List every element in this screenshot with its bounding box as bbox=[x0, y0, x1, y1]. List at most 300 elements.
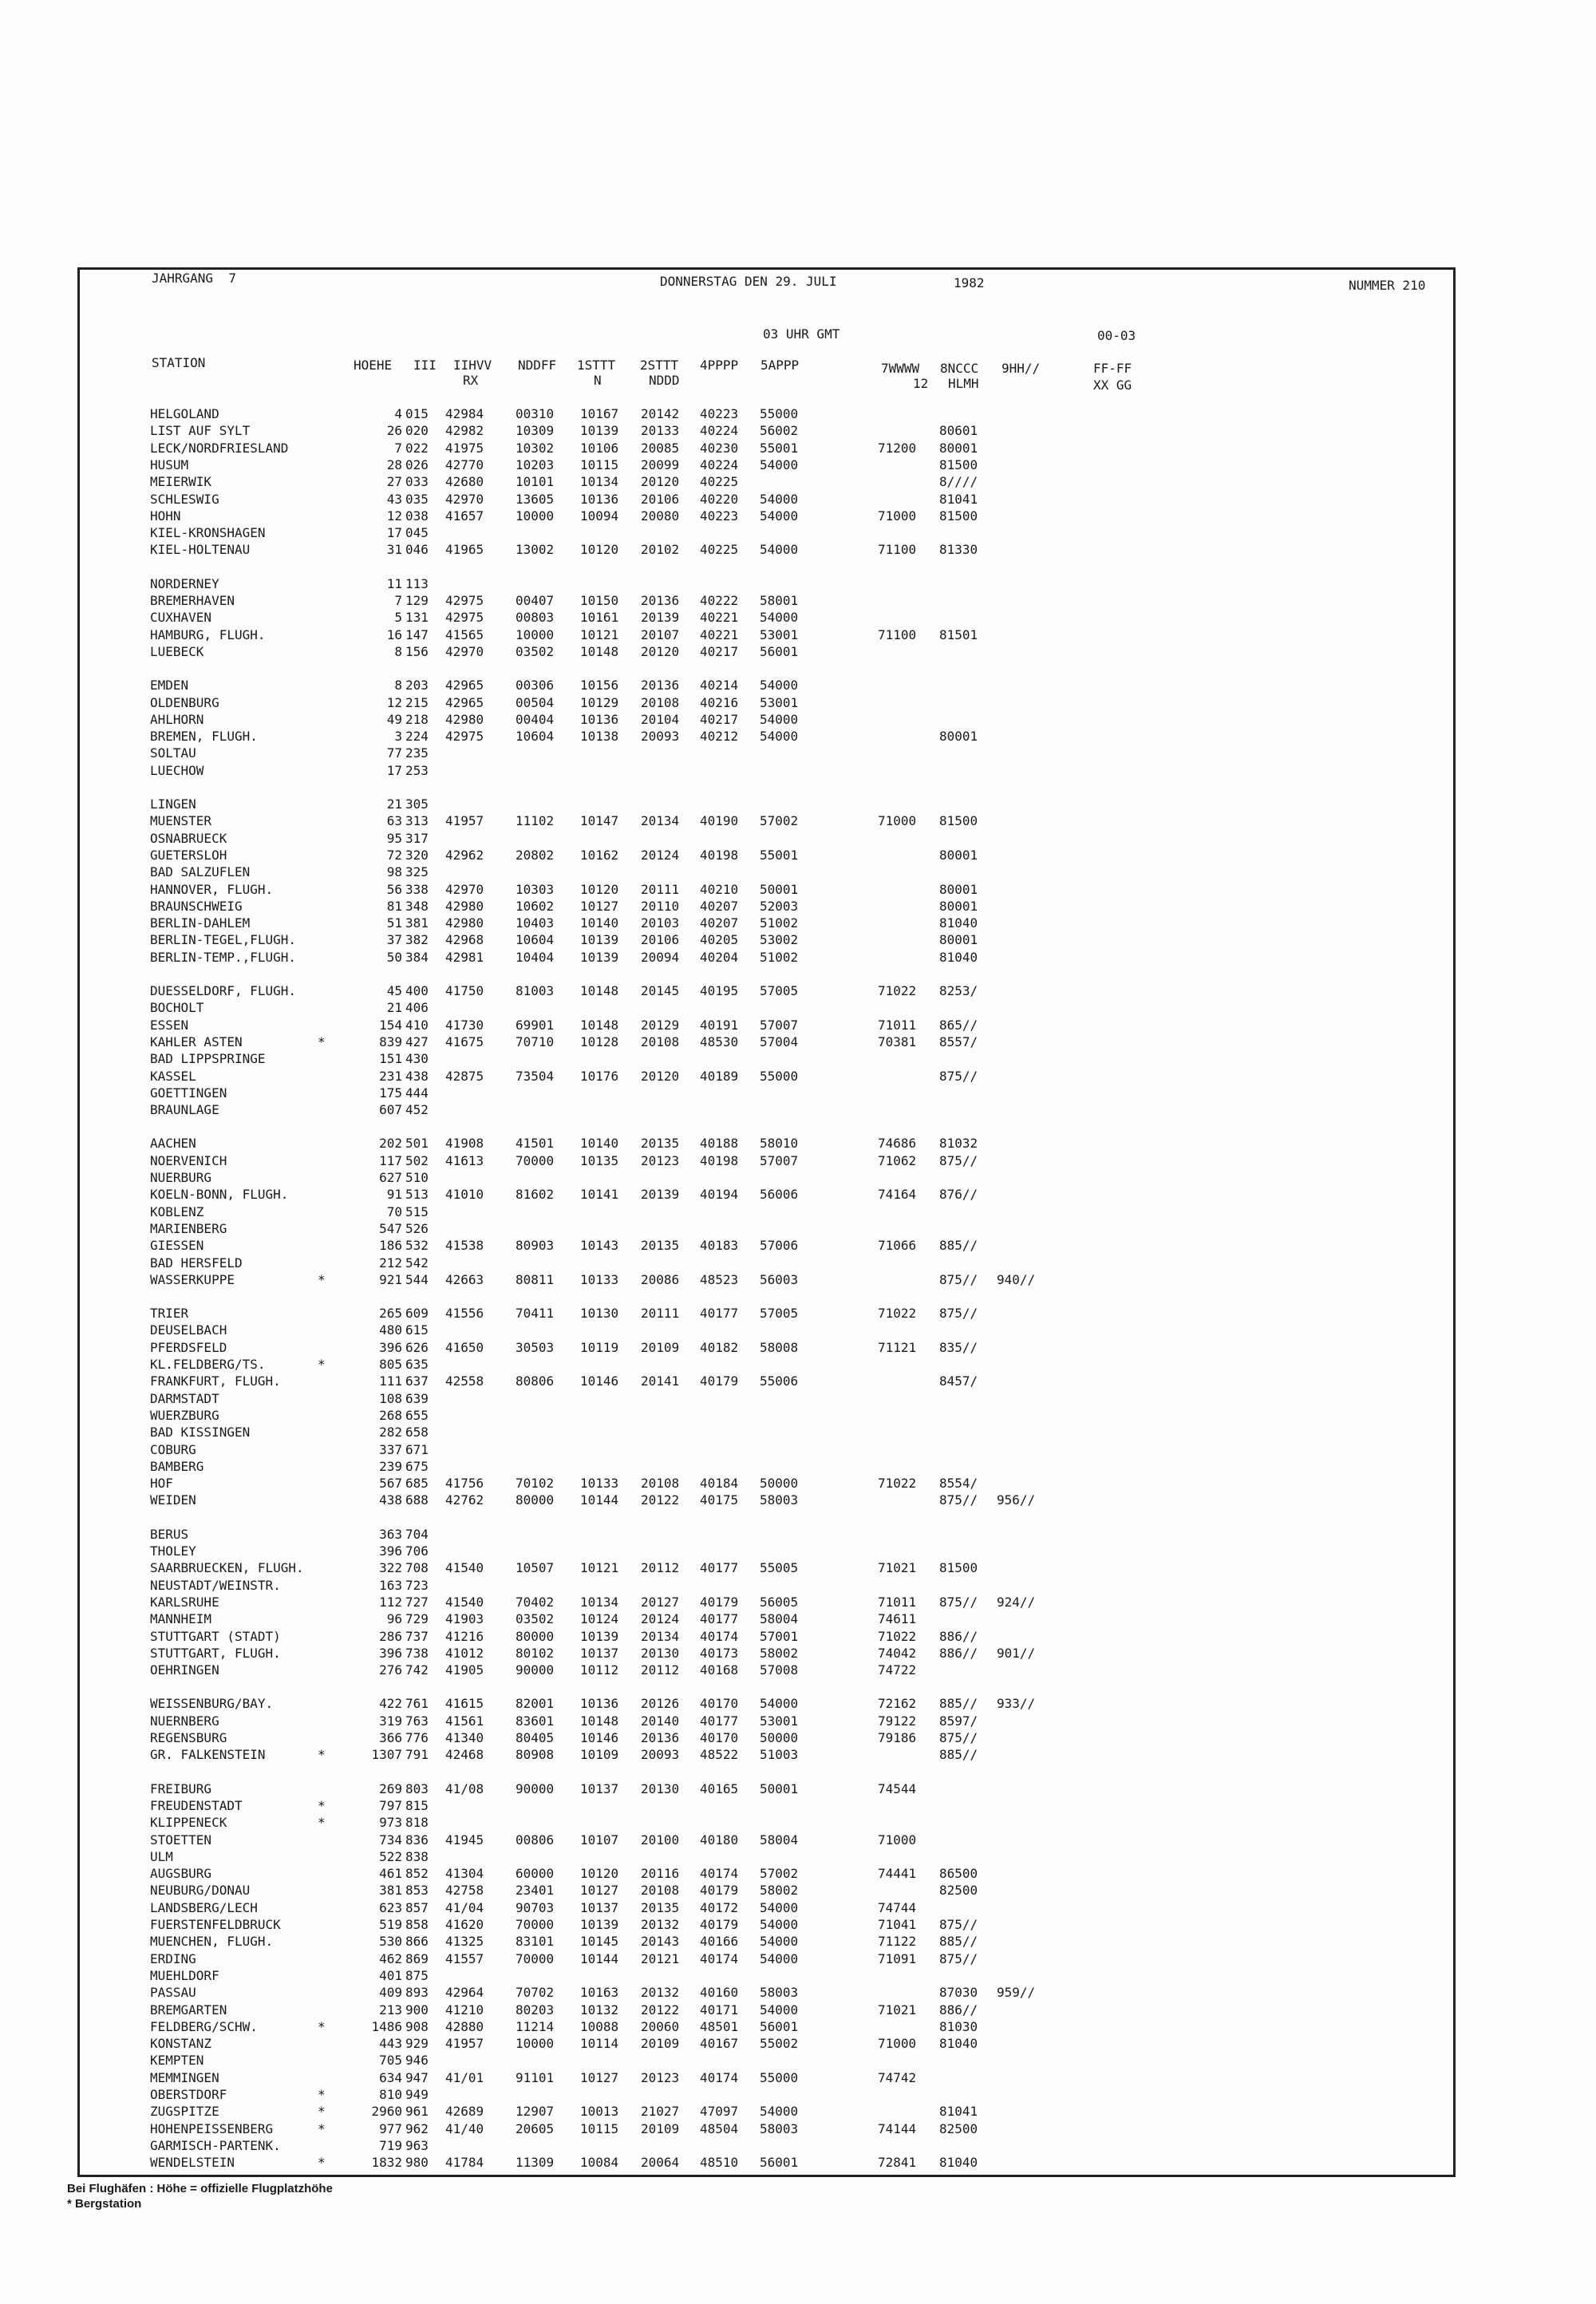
cell-nddff: 70411 bbox=[516, 1306, 555, 1322]
cell-n: 875// bbox=[939, 1594, 978, 1610]
cell-nddff: 83101 bbox=[516, 1934, 555, 1950]
cell-hoehe: 117 bbox=[379, 1152, 402, 1168]
cell-s5: 57008 bbox=[760, 1662, 799, 1678]
cell-s4: 40174 bbox=[700, 2069, 739, 2085]
cell-station: GARMISCH-PARTENK. bbox=[150, 2137, 281, 2153]
cell-station: AHLHORN bbox=[150, 711, 204, 727]
col-5appp: 5APPP bbox=[760, 358, 800, 373]
cell-station: SCHLESWIG bbox=[150, 491, 219, 507]
cell-hoehe: 111 bbox=[379, 1373, 402, 1389]
cell-ihvv: 42970 bbox=[445, 881, 484, 897]
cell-station: BERLIN-DAHLEM bbox=[150, 915, 251, 931]
cell-w: 71100 bbox=[878, 542, 917, 558]
cell-s4: 40217 bbox=[700, 643, 739, 659]
cell-s5: 54000 bbox=[760, 1899, 799, 1915]
cell-nddff: 00504 bbox=[516, 694, 555, 710]
cell-n: 875// bbox=[939, 1730, 978, 1745]
cell-station: NUERNBERG bbox=[150, 1713, 219, 1729]
cell-hoehe: 438 bbox=[379, 1492, 402, 1508]
cell-iii: 685 bbox=[405, 1476, 429, 1492]
cell-s1: 10176 bbox=[580, 1068, 619, 1084]
cell-n: 885// bbox=[939, 1934, 978, 1950]
cell-s4: 40212 bbox=[700, 729, 739, 745]
cell-ihvv: 42880 bbox=[445, 2018, 484, 2034]
cell-nddff: 11309 bbox=[516, 2155, 555, 2171]
footnote-airport: Bei Flughäfen : Höhe = offizielle Flugplatzhöhe bbox=[67, 2182, 333, 2195]
cell-iii: 962 bbox=[405, 2120, 429, 2136]
cell-hoehe: 607 bbox=[379, 1102, 402, 1118]
cell-hoehe: 12 bbox=[386, 694, 402, 710]
cell-ihvv: 41657 bbox=[445, 508, 484, 524]
cell-hoehe: 21 bbox=[386, 1000, 402, 1016]
cell-iii: 738 bbox=[405, 1645, 429, 1661]
cell-ihvv: 42975 bbox=[445, 729, 484, 745]
cell-ihvv: 42964 bbox=[445, 1985, 484, 2001]
cell-station: NUERBURG bbox=[150, 1170, 212, 1185]
cell-s2: 20133 bbox=[641, 423, 680, 439]
cell-iii: 502 bbox=[405, 1152, 429, 1168]
cell-s4: 40177 bbox=[700, 1611, 739, 1627]
cell-iii: 615 bbox=[405, 1322, 429, 1338]
cell-n: 81040 bbox=[939, 2036, 978, 2052]
cell-iii: 949 bbox=[405, 2087, 429, 2102]
cell-hoehe: 163 bbox=[379, 1577, 402, 1593]
cell-s4: 48523 bbox=[700, 1271, 739, 1287]
cell-s1: 10150 bbox=[580, 593, 619, 608]
cell-w: 71122 bbox=[878, 1934, 917, 1950]
cell-ihvv: 41561 bbox=[445, 1713, 484, 1729]
cell-s4: 40195 bbox=[700, 983, 739, 998]
col-4pppp: 4PPPP bbox=[700, 358, 739, 373]
issue-number: NUMMER 210 bbox=[1349, 278, 1426, 293]
cell-station: WUERZBURG bbox=[150, 1407, 219, 1423]
cell-s1: 10167 bbox=[580, 406, 619, 421]
cell-hoehe: 21 bbox=[386, 796, 402, 812]
cell-s5: 54000 bbox=[760, 1917, 799, 1932]
cell-hoehe: 70 bbox=[386, 1203, 402, 1219]
cell-station: PFERDSFELD bbox=[150, 1339, 227, 1355]
col-station: STATION bbox=[152, 355, 206, 370]
cell-hoehe: 805 bbox=[379, 1357, 402, 1372]
cell-s2: 20136 bbox=[641, 1730, 680, 1745]
cell-station: FRANKFURT, FLUGH. bbox=[150, 1373, 281, 1389]
cell-nddff: 00806 bbox=[516, 1832, 555, 1848]
cell-hoehe: 396 bbox=[379, 1339, 402, 1355]
cell-s2: 20132 bbox=[641, 1917, 680, 1932]
cell-station: BREMGARTEN bbox=[150, 2002, 227, 2017]
cell-hoehe: 56 bbox=[386, 881, 402, 897]
cell-mark: * bbox=[318, 2018, 326, 2034]
cell-iii: 626 bbox=[405, 1339, 429, 1355]
date-label: DONNERSTAG DEN 29. JULI bbox=[660, 274, 837, 289]
cell-station: GOETTINGEN bbox=[150, 1085, 227, 1101]
cell-s1: 10163 bbox=[580, 1985, 619, 2001]
cell-station: HUSUM bbox=[150, 456, 189, 472]
cell-hoehe: 3 bbox=[394, 729, 402, 745]
cell-hoehe: 51 bbox=[386, 915, 402, 931]
cell-iii: 706 bbox=[405, 1543, 429, 1559]
cell-station: STUTTGART (STADT) bbox=[150, 1628, 281, 1644]
cell-n: 81040 bbox=[939, 915, 978, 931]
cell-s1: 10119 bbox=[580, 1339, 619, 1355]
cell-ihvv: 41540 bbox=[445, 1560, 484, 1576]
cell-n: 81500 bbox=[939, 813, 978, 829]
cell-n: 81040 bbox=[939, 2155, 978, 2171]
cell-n: 80001 bbox=[939, 881, 978, 897]
cell-station: MEMMINGEN bbox=[150, 2069, 219, 2085]
cell-station: BREMERHAVEN bbox=[150, 593, 235, 608]
cell-station: OLDENBURG bbox=[150, 694, 219, 710]
cell-iii: 947 bbox=[405, 2069, 429, 2085]
cell-ihvv: 42970 bbox=[445, 643, 484, 659]
cell-s5: 57002 bbox=[760, 1866, 799, 1882]
cell-station: KASSEL bbox=[150, 1068, 196, 1084]
cell-ihvv: 42982 bbox=[445, 423, 484, 439]
cell-hoehe: 81 bbox=[386, 898, 402, 914]
cell-n: 81330 bbox=[939, 542, 978, 558]
cell-s5: 56001 bbox=[760, 2018, 799, 2034]
cell-s2: 20060 bbox=[641, 2018, 680, 2034]
cell-iii: 729 bbox=[405, 1611, 429, 1627]
cell-station: LUECHOW bbox=[150, 762, 204, 778]
cell-s2: 20121 bbox=[641, 1950, 680, 1966]
cell-ihvv: 42689 bbox=[445, 2104, 484, 2120]
cell-s1: 10148 bbox=[580, 983, 619, 998]
cell-s5: 56001 bbox=[760, 643, 799, 659]
cell-station: BAD SALZUFLEN bbox=[150, 864, 251, 880]
cell-nddff: 70000 bbox=[516, 1152, 555, 1168]
cell-s1: 10161 bbox=[580, 610, 619, 626]
cell-iii: 338 bbox=[405, 881, 429, 897]
cell-nddff: 00407 bbox=[516, 593, 555, 608]
cell-s1: 10127 bbox=[580, 1883, 619, 1899]
cell-s2: 20106 bbox=[641, 491, 680, 507]
cell-n: 87030 bbox=[939, 1985, 978, 2001]
cell-s5: 54000 bbox=[760, 610, 799, 626]
cell-ihvv: 41216 bbox=[445, 1628, 484, 1644]
cell-iii: 427 bbox=[405, 1033, 429, 1049]
cell-iii: 381 bbox=[405, 915, 429, 931]
cell-station: WENDELSTEIN bbox=[150, 2155, 235, 2171]
cell-s5: 50001 bbox=[760, 1780, 799, 1796]
cell-hoehe: 839 bbox=[379, 1033, 402, 1049]
cell-nddff: 70000 bbox=[516, 1950, 555, 1966]
cell-nddff: 10302 bbox=[516, 440, 555, 456]
cell-mark: * bbox=[318, 2104, 326, 2120]
cell-s2: 20135 bbox=[641, 1136, 680, 1152]
cell-nddff: 80908 bbox=[516, 1747, 555, 1763]
cell-s2: 20103 bbox=[641, 915, 680, 931]
cell-nddff: 11214 bbox=[516, 2018, 555, 2034]
cell-w: 74441 bbox=[878, 1866, 917, 1882]
cell-s4: 40204 bbox=[700, 949, 739, 965]
cell-iii: 737 bbox=[405, 1628, 429, 1644]
cell-n: 875// bbox=[939, 1950, 978, 1966]
cell-mark: * bbox=[318, 1357, 326, 1372]
cell-iii: 708 bbox=[405, 1560, 429, 1576]
cell-hoehe: 63 bbox=[386, 813, 402, 829]
cell-hoehe: 269 bbox=[379, 1780, 402, 1796]
cell-nddff: 12907 bbox=[516, 2104, 555, 2120]
cell-station: ULM bbox=[150, 1848, 173, 1864]
cell-w: 71021 bbox=[878, 2002, 917, 2017]
cell-hoehe: 17 bbox=[386, 762, 402, 778]
cell-nddff: 00404 bbox=[516, 711, 555, 727]
cell-s2: 20086 bbox=[641, 1271, 680, 1287]
jahrgang-label: JAHRGANG 7 bbox=[152, 271, 236, 286]
cell-ihvv: 42981 bbox=[445, 949, 484, 965]
cell-ihvv: 41540 bbox=[445, 1594, 484, 1610]
cell-s2: 20108 bbox=[641, 1033, 680, 1049]
cell-s4: 40179 bbox=[700, 1917, 739, 1932]
cell-iii: 320 bbox=[405, 847, 429, 863]
cell-station: EMDEN bbox=[150, 678, 189, 694]
cell-s2: 20109 bbox=[641, 1339, 680, 1355]
cell-n: 86500 bbox=[939, 1866, 978, 1882]
cell-s1: 10146 bbox=[580, 1373, 619, 1389]
cell-hoehe: 422 bbox=[379, 1696, 402, 1712]
cell-nddff: 73504 bbox=[516, 1068, 555, 1084]
cell-s4: 47097 bbox=[700, 2104, 739, 2120]
col-ff-sub: XX GG bbox=[1093, 377, 1132, 393]
cell-station: KIEL-KRONSHAGEN bbox=[150, 525, 266, 541]
cell-n: 835// bbox=[939, 1339, 978, 1355]
cell-ihvv: 41750 bbox=[445, 983, 484, 998]
cell-s5: 55000 bbox=[760, 406, 799, 421]
cell-s1: 10107 bbox=[580, 1832, 619, 1848]
cell-nddff: 10303 bbox=[516, 881, 555, 897]
cell-s5: 53001 bbox=[760, 626, 799, 642]
cell-s5: 51002 bbox=[760, 915, 799, 931]
cell-s4: 40170 bbox=[700, 1730, 739, 1745]
cell-station: MANNHEIM bbox=[150, 1611, 212, 1627]
cell-nddff: 11102 bbox=[516, 813, 555, 829]
cell-ihvv: 42970 bbox=[445, 491, 484, 507]
cell-s4: 40224 bbox=[700, 456, 739, 472]
cell-iii: 635 bbox=[405, 1357, 429, 1372]
cell-s5: 54000 bbox=[760, 2104, 799, 2120]
cell-station: FELDBERG/SCHW. bbox=[150, 2018, 258, 2034]
cell-s5: 54000 bbox=[760, 542, 799, 558]
cell-station: REGENSBURG bbox=[150, 1730, 227, 1745]
cell-s1: 10148 bbox=[580, 1017, 619, 1033]
cell-s2: 20135 bbox=[641, 1899, 680, 1915]
cell-station: CUXHAVEN bbox=[150, 610, 212, 626]
cell-w: 74042 bbox=[878, 1645, 917, 1661]
cell-w: 71022 bbox=[878, 1306, 917, 1322]
cell-nddff: 10602 bbox=[516, 898, 555, 914]
cell-s5: 55006 bbox=[760, 1373, 799, 1389]
cell-s1: 10135 bbox=[580, 1152, 619, 1168]
cell-ihvv: 41210 bbox=[445, 2002, 484, 2017]
cell-station: SOLTAU bbox=[150, 745, 196, 761]
cell-s4: 40225 bbox=[700, 474, 739, 490]
cell-station: BOCHOLT bbox=[150, 1000, 204, 1016]
cell-s2: 20123 bbox=[641, 2069, 680, 2085]
cell-g: 901// bbox=[997, 1645, 1036, 1661]
cell-n: 80001 bbox=[939, 847, 978, 863]
cell-s5: 54000 bbox=[760, 491, 799, 507]
cell-iii: 035 bbox=[405, 491, 429, 507]
cell-iii: 444 bbox=[405, 1085, 429, 1101]
cell-n: 8457/ bbox=[939, 1373, 978, 1389]
cell-n: 81501 bbox=[939, 626, 978, 642]
cell-nddff: 80102 bbox=[516, 1645, 555, 1661]
cell-iii: 156 bbox=[405, 643, 429, 659]
cell-iii: 532 bbox=[405, 1238, 429, 1254]
cell-nddff: 80000 bbox=[516, 1492, 555, 1508]
cell-iii: 723 bbox=[405, 1577, 429, 1593]
cell-w: 71066 bbox=[878, 1238, 917, 1254]
cell-n: 80001 bbox=[939, 898, 978, 914]
cell-s2: 20104 bbox=[641, 711, 680, 727]
cell-station: WEIDEN bbox=[150, 1492, 196, 1508]
cell-nddff: 41501 bbox=[516, 1136, 555, 1152]
cell-s5: 54000 bbox=[760, 1950, 799, 1966]
cell-s1: 10139 bbox=[580, 1628, 619, 1644]
cell-s2: 20120 bbox=[641, 474, 680, 490]
cell-ihvv: 41620 bbox=[445, 1917, 484, 1932]
cell-hoehe: 705 bbox=[379, 2053, 402, 2069]
cell-s2: 20116 bbox=[641, 1866, 680, 1882]
cell-ihvv: 41565 bbox=[445, 626, 484, 642]
cell-hoehe: 401 bbox=[379, 1967, 402, 1983]
cell-iii: 313 bbox=[405, 813, 429, 829]
cell-s4: 40179 bbox=[700, 1594, 739, 1610]
cell-hoehe: 522 bbox=[379, 1848, 402, 1864]
cell-s1: 10144 bbox=[580, 1950, 619, 1966]
cell-hoehe: 212 bbox=[379, 1255, 402, 1271]
cell-ihvv: 41012 bbox=[445, 1645, 484, 1661]
cell-hoehe: 480 bbox=[379, 1322, 402, 1338]
cell-station: DEUSELBACH bbox=[150, 1322, 227, 1338]
cell-w: 74686 bbox=[878, 1136, 917, 1152]
cell-s2: 20130 bbox=[641, 1645, 680, 1661]
cell-nddff: 90703 bbox=[516, 1899, 555, 1915]
cell-n: 82500 bbox=[939, 2120, 978, 2136]
cell-station: BAD LIPPSPRINGE bbox=[150, 1051, 266, 1067]
cell-s2: 20126 bbox=[641, 1696, 680, 1712]
cell-iii: 382 bbox=[405, 932, 429, 948]
cell-s2: 20111 bbox=[641, 881, 680, 897]
cell-s1: 10140 bbox=[580, 1136, 619, 1152]
cell-station: COBURG bbox=[150, 1441, 196, 1457]
cell-iii: 655 bbox=[405, 1407, 429, 1423]
cell-s4: 40188 bbox=[700, 1136, 739, 1152]
cell-hoehe: 547 bbox=[379, 1220, 402, 1236]
cell-s4: 40175 bbox=[700, 1492, 739, 1508]
cell-s2: 20142 bbox=[641, 406, 680, 421]
cell-hoehe: 37 bbox=[386, 932, 402, 948]
cell-hoehe: 77 bbox=[386, 745, 402, 761]
cell-s5: 50000 bbox=[760, 1476, 799, 1492]
cell-s4: 40225 bbox=[700, 542, 739, 558]
cell-s4: 40179 bbox=[700, 1373, 739, 1389]
cell-w: 71000 bbox=[878, 1832, 917, 1848]
cell-iii: 980 bbox=[405, 2155, 429, 2171]
cell-iii: 542 bbox=[405, 1255, 429, 1271]
cell-iii: 348 bbox=[405, 898, 429, 914]
cell-s5: 58004 bbox=[760, 1611, 799, 1627]
cell-s2: 20139 bbox=[641, 610, 680, 626]
cell-s1: 10120 bbox=[580, 881, 619, 897]
col-ihvv-sub: RX bbox=[463, 373, 479, 388]
cell-hoehe: 734 bbox=[379, 1832, 402, 1848]
cell-s2: 20141 bbox=[641, 1373, 680, 1389]
cell-s1: 10121 bbox=[580, 626, 619, 642]
cell-s4: 40177 bbox=[700, 1306, 739, 1322]
cell-n: 82500 bbox=[939, 1883, 978, 1899]
col-2sttt: 2STTT bbox=[640, 358, 679, 373]
cell-nddff: 80806 bbox=[516, 1373, 555, 1389]
cell-ihvv: 41010 bbox=[445, 1187, 484, 1203]
cell-n: 8//// bbox=[939, 474, 978, 490]
cell-n: 81041 bbox=[939, 491, 978, 507]
cell-s1: 10124 bbox=[580, 1611, 619, 1627]
cell-ihvv: 42980 bbox=[445, 711, 484, 727]
cell-w: 74144 bbox=[878, 2120, 917, 2136]
cell-s1: 10139 bbox=[580, 932, 619, 948]
cell-s4: 40167 bbox=[700, 2036, 739, 2052]
cell-station: BRAUNSCHWEIG bbox=[150, 898, 243, 914]
cell-station: BERLIN-TEMP.,FLUGH. bbox=[150, 949, 297, 965]
cell-hoehe: 175 bbox=[379, 1085, 402, 1101]
cell-s5: 57007 bbox=[760, 1017, 799, 1033]
cell-station: HOF bbox=[150, 1476, 173, 1492]
cell-s4: 40224 bbox=[700, 423, 739, 439]
cell-s5: 58003 bbox=[760, 2120, 799, 2136]
cell-s4: 40170 bbox=[700, 1696, 739, 1712]
cell-s1: 10132 bbox=[580, 2002, 619, 2017]
cell-hoehe: 443 bbox=[379, 2036, 402, 2052]
cell-mark: * bbox=[318, 1815, 326, 1831]
cell-nddff: 83601 bbox=[516, 1713, 555, 1729]
cell-station: OEHRINGEN bbox=[150, 1662, 219, 1678]
cell-hoehe: 16 bbox=[386, 626, 402, 642]
cell-nddff: 10604 bbox=[516, 932, 555, 948]
cell-hoehe: 322 bbox=[379, 1560, 402, 1576]
cell-hoehe: 28 bbox=[386, 456, 402, 472]
cell-s2: 20120 bbox=[641, 643, 680, 659]
cell-s1: 10130 bbox=[580, 1306, 619, 1322]
cell-s1: 10106 bbox=[580, 440, 619, 456]
cell-n: 875// bbox=[939, 1492, 978, 1508]
cell-s1: 10144 bbox=[580, 1492, 619, 1508]
cell-nddff: 00803 bbox=[516, 610, 555, 626]
cell-ihvv: 42468 bbox=[445, 1747, 484, 1763]
cell-station: ZUGSPITZE bbox=[150, 2104, 219, 2120]
cell-station: BERUS bbox=[150, 1526, 189, 1542]
cell-ihvv: 41615 bbox=[445, 1696, 484, 1712]
cell-ihvv: 41/01 bbox=[445, 2069, 484, 2085]
cell-ihvv: 42975 bbox=[445, 593, 484, 608]
cell-hoehe: 5 bbox=[394, 610, 402, 626]
cell-s4: 40190 bbox=[700, 813, 739, 829]
cell-s4: 40180 bbox=[700, 1832, 739, 1848]
cell-w: 74164 bbox=[878, 1187, 917, 1203]
cell-w: 79122 bbox=[878, 1713, 917, 1729]
cell-hoehe: 95 bbox=[386, 830, 402, 846]
cell-n: 8253/ bbox=[939, 983, 978, 998]
cell-s4: 40166 bbox=[700, 1934, 739, 1950]
cell-w: 71041 bbox=[878, 1917, 917, 1932]
cell-g: 940// bbox=[997, 1271, 1036, 1287]
cell-iii: 866 bbox=[405, 1934, 429, 1950]
cell-iii: 305 bbox=[405, 796, 429, 812]
cell-s4: 40177 bbox=[700, 1560, 739, 1576]
cell-station: BAMBERG bbox=[150, 1458, 204, 1474]
cell-iii: 317 bbox=[405, 830, 429, 846]
